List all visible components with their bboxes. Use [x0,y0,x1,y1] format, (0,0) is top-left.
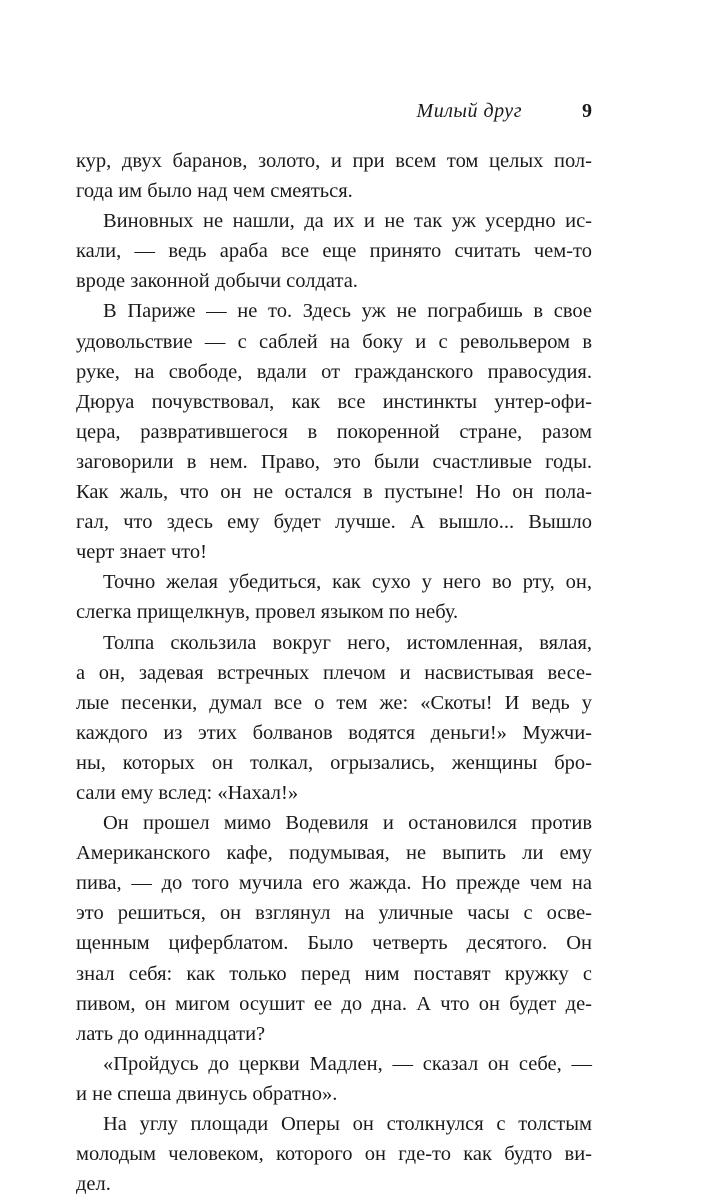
text-line: гал, что здесь ему будет лучше. А вышло... Вышло [76,511,592,534]
text-line: молодым человеком, которого он где-то как будто ви- [76,1143,592,1166]
body-text [76,146,592,1199]
text-line: На углу площади Оперы он столкнулся с толстым [103,1113,592,1135]
text-line: лые песенки, думал все о тем же: «Скоты! И ведь у [76,691,592,714]
text-line: В Париже — не то. Здесь уж не пограбишь в свое [103,300,592,323]
text-line: руке, на свободе, вдали от гражданского правосудия. [76,360,592,383]
text-line: черт знает что! [76,541,207,564]
text-line: и не спеша двинусь обратно». [76,1082,338,1105]
text-line: это решиться, он взглянул на уличные часы с осве- [76,902,592,925]
text-line: заговорили в нем. Право, это были счастливые годы. [76,450,592,473]
text-line: Виновных не нашли, да их и не так уж усердно ис- [103,210,592,233]
text-line: кур, двух баранов, золото, и при всем том целых пол- [76,150,592,172]
text-line: цера, развратившегося в покоренной стране, разом [76,420,592,443]
text-line: слегка прищелкнув, провел языком по небу. [76,601,459,624]
text-line: пивом, он мигом осушит ее до дна. А что он будет де- [76,992,592,1015]
text-line: дел. [76,1173,111,1196]
text-line: ны, которых он толкал, огрызались, женщины бро- [76,751,592,774]
text-line: Он прошел мимо Водевиля и остановился против [103,812,592,835]
text-line: лать до одиннадцати? [76,1022,266,1045]
text-line: щенным циферблатом. Было четверть десятого. Он [76,932,592,955]
text-line: Американского кафе, подумывая, не выпить ли ему [76,842,592,865]
text-line: вроде законной добычи солдата. [76,270,358,293]
running-title: Милый друг [416,100,522,122]
text-line: каждого из этих болванов водятся деньги!» Мужчи- [76,721,592,744]
text-line: Как жаль, что он не остался в пустыне! Но он пола- [76,481,592,504]
text-line: «Пройдусь до церкви Мадлен, — сказал он себе, — [103,1052,592,1075]
page-number: 9 [582,100,592,122]
text-line: знал себя: как только перед ним поставят кружку с [76,962,592,985]
text-line: сали ему вслед: «Нахал!» [76,781,299,804]
running-head [76,100,592,130]
text-line: года им было над чем смеяться. [76,180,353,203]
text-line: пива, — до того мучила его жажда. Но прежде чем на [76,872,592,895]
text-line: Точно желая убедиться, как сухо у него во рту, он, [103,571,592,594]
text-line: удовольствие — с саблей на боку и с револьвером в [76,330,592,353]
text-line: кали, — ведь араба все еще принято считать чем-то [76,240,592,263]
text-line: Дюруа почувствовал, как все инстинкты унтер-офи- [76,390,592,413]
text-line: а он, задевая встречных плечом и насвистывая весе- [76,661,592,684]
text-line: Толпа скользила вокруг него, истомленная, вялая, [103,631,592,654]
